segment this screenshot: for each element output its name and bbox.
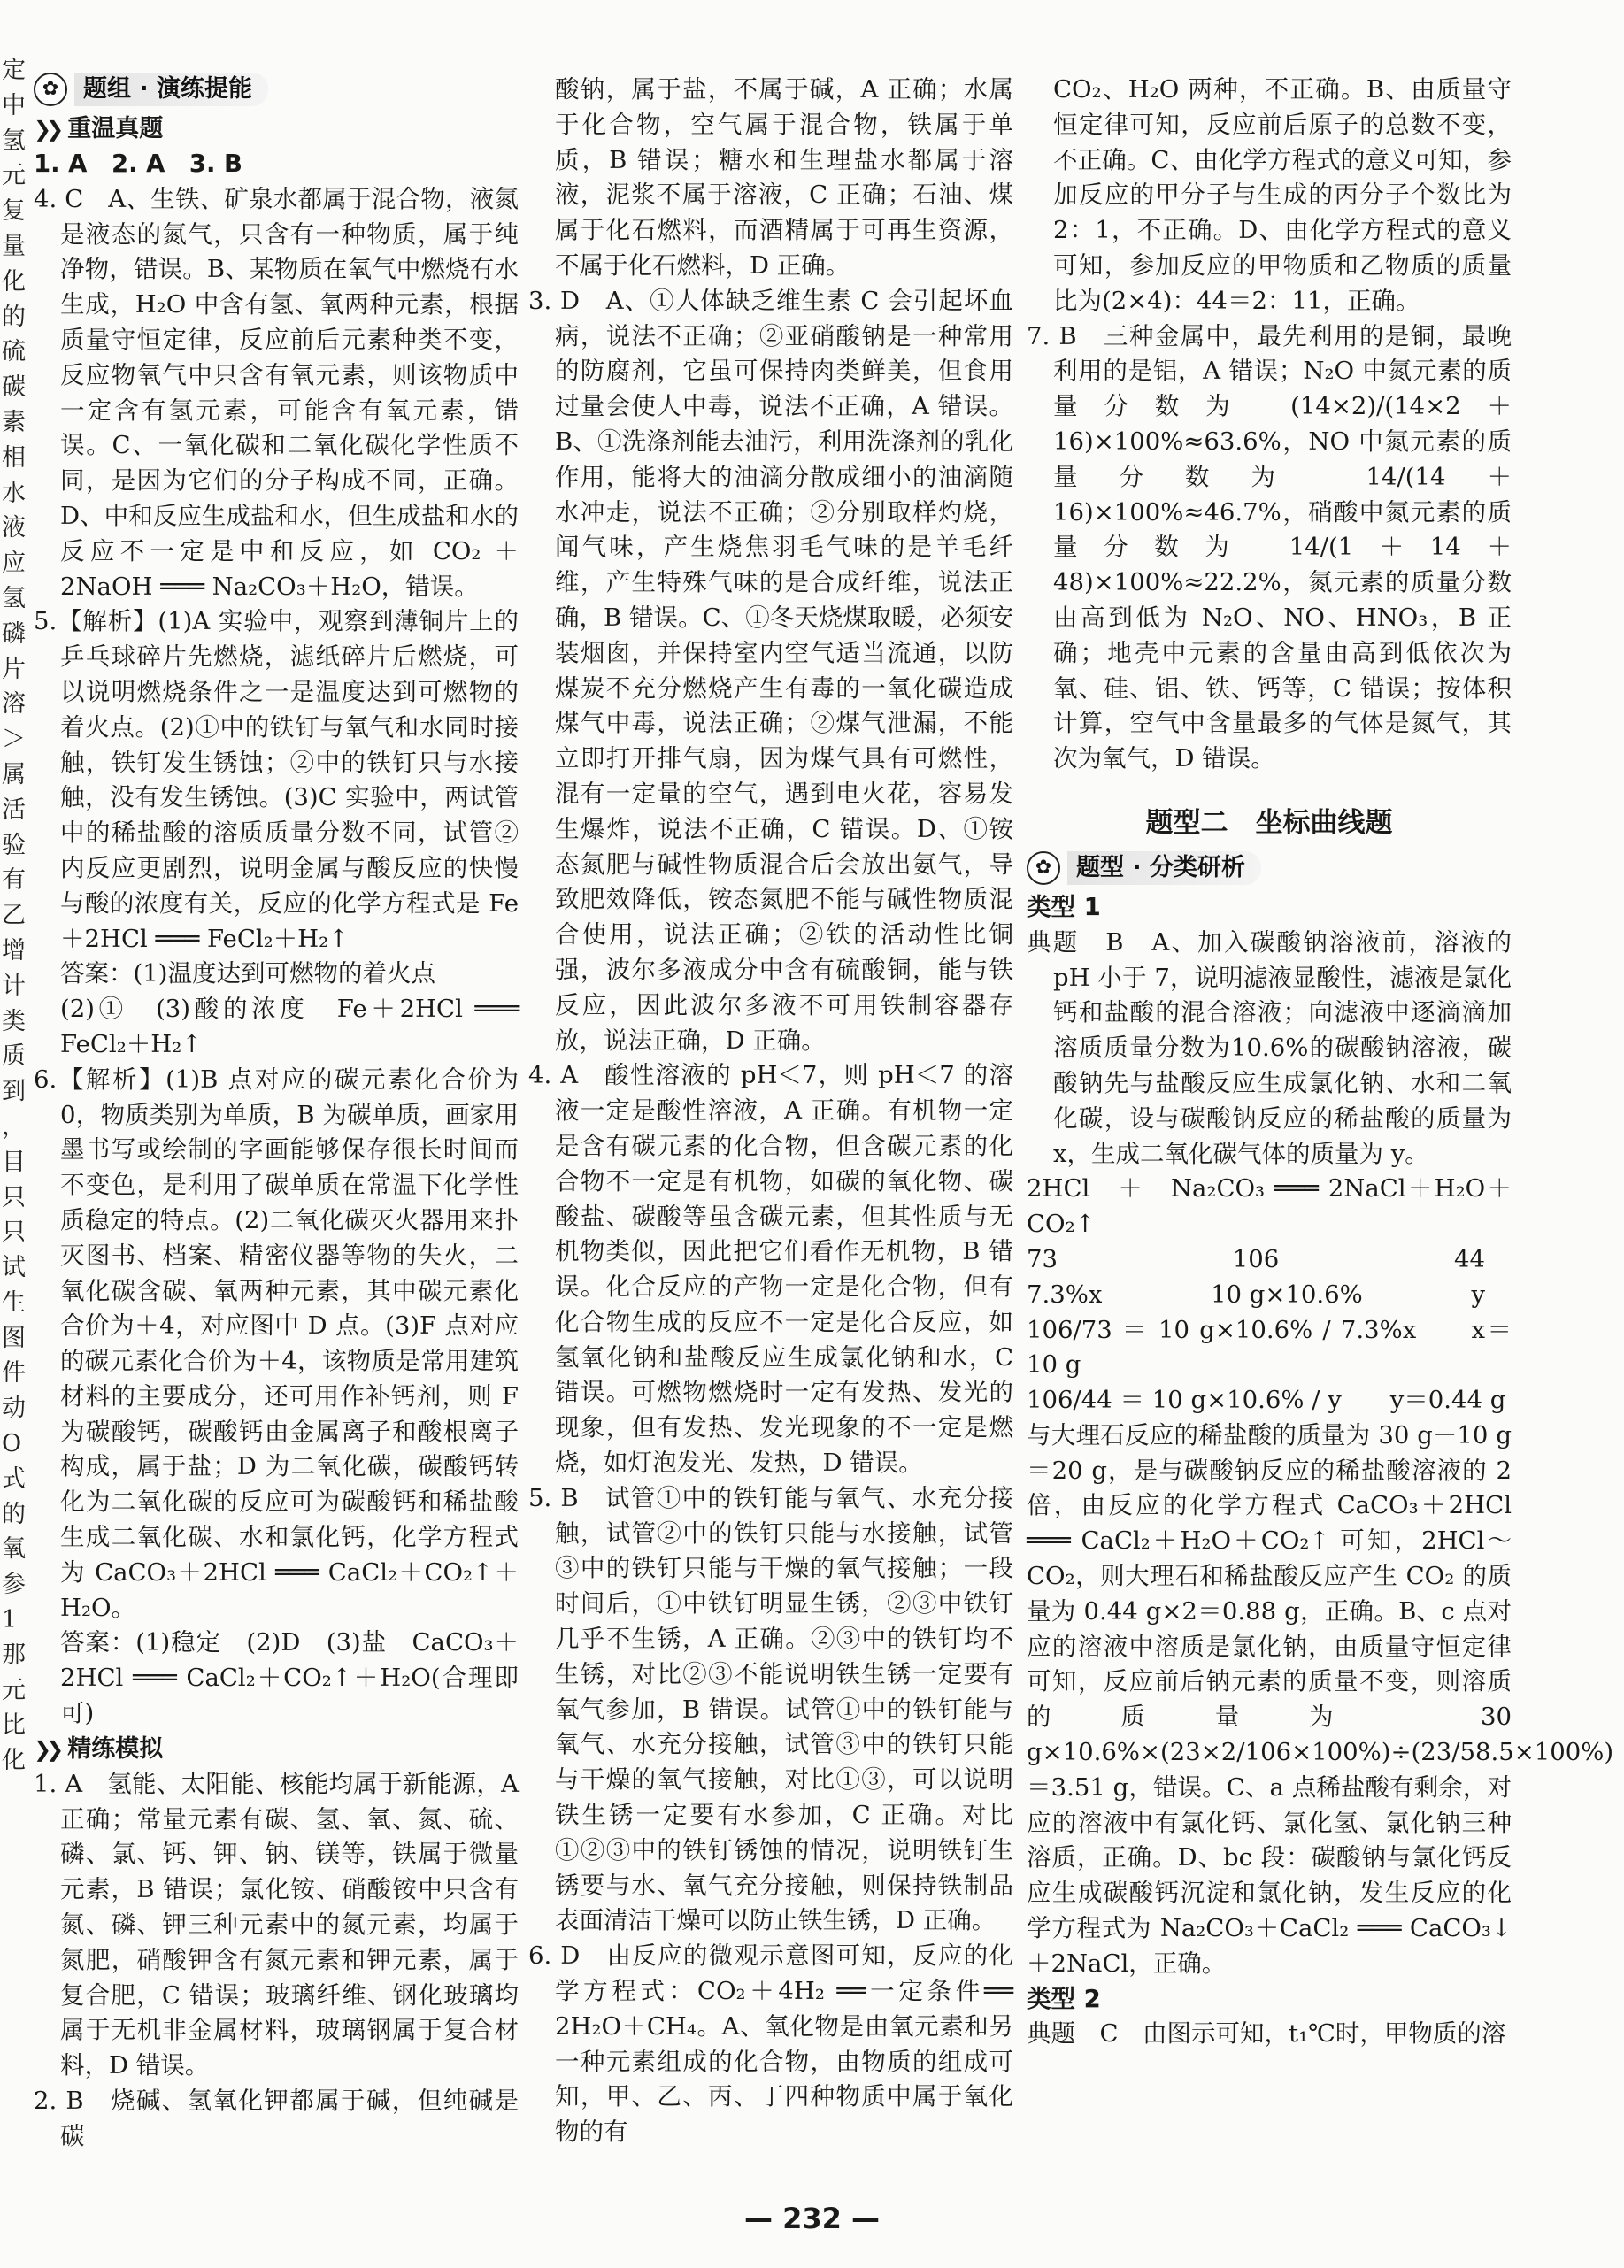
banner-title: 题型 · 分类研析 <box>1067 851 1261 885</box>
strip-char: 活 <box>2 796 26 824</box>
strip-char: 质 <box>2 1042 26 1071</box>
strip-char: 验 <box>2 831 26 859</box>
strip-char: 液 <box>2 514 26 542</box>
equation-masses <box>1027 1242 1512 1278</box>
proportion-x: 106/73 ＝ 10 g×10.6% / 7.3%x x＝10 g <box>1027 1315 1512 1380</box>
subheading-mock: ❯❯ 精练模拟 <box>34 1734 164 1763</box>
strip-char: 溶 <box>2 690 26 719</box>
mock-answer-7: 7. B 三种金属中，最先利用的是铜，最晚利用的是铝，A 错误；N₂O 中氮元素的质量分数为 (14×2)/(14×2＋16)×100%≈63.6%，NO 中氮元素的质量分数为 14/(14＋16)×100%≈46.7%，硝酸中氮元素的质量分数为 14/(1＋14＋48)×100%≈22.2%，氮元素的质量分数由高到低为 N₂O、NO、HNO₃，B 正确；地壳中元素的含量由高到低依次为氧、硅、铝、铁、钙等，C 错误；按体积计算，空气中含量最多的气体是氮气，其次为氧气，D 错误。 <box>1027 321 1512 773</box>
strip-char: 量 <box>2 232 26 260</box>
strip-char: 式 <box>2 1465 26 1493</box>
strip-char: 的 <box>2 303 26 331</box>
strip-char: 化 <box>2 267 26 296</box>
banner-practice <box>34 73 519 106</box>
strip-char: 氧 <box>2 1535 26 1564</box>
equation-unknowns <box>1027 1278 1512 1313</box>
known-na2co3: 10 g×10.6% <box>1211 1280 1363 1309</box>
mock-answer-1: 1. A 氢能、太阳能、核能均属于新能源，A 正确；常量元素有碳、氢、氧、氮、硫、磷、氯、钙、钾、钠、镁等，铁属于微量元素，B 错误；氯化铵、硝酸铵中只含有氮、磷、钾三种元素中的氮元素，均属于氮肥，硝酸钾含有氮元素和钾元素，属于复合肥，C 错误；玻璃纤维、钢化玻璃均属于无机非金属材料，玻璃钢属于复合材料，D 错误。 <box>34 1769 519 2080</box>
page-number: — 232 — <box>743 2202 881 2235</box>
strip-char: 磷 <box>2 619 26 648</box>
type-1-label: 类型 1 <box>1027 892 1101 921</box>
strip-char: ＞ <box>2 726 26 754</box>
mass-co2: 44 <box>1454 1244 1485 1273</box>
unknown-x: 7.3%x <box>1027 1280 1103 1309</box>
subheading-review: ❯❯ 重温真题 <box>34 115 164 142</box>
strip-char: 计 <box>2 972 26 1000</box>
example-1: 典题 B A、加入碳酸钠溶液前，溶液的 pH 小于 7，说明滤液显酸性，滤液是氯化钙和盐酸的混合溶液；向滤液中逐滴滴加溶质质量分数为10.6%的碳酸钠溶液，碳酸钠先与盐酸反应生成氯化钠、水和二氧化碳，设与碳酸钠反应的稀盐酸的质量为 x，生成二氧化碳气体的质量为 y。 <box>1027 927 1512 1168</box>
mock-answer-6: 6. D 由反应的微观示意图可知，反应的化学方程式：CO₂＋4H₂ ══一定条件══ 2H₂O＋CH₄。A、氧化物是由氧元素和另一种元素组成的化合物，由物质的组成可知，甲、乙、丙、丁四种物质中属于氧化物的有 <box>528 1941 1013 2147</box>
strip-char: 只 <box>2 1219 26 1247</box>
strip-char: 目 <box>2 1148 26 1176</box>
strip-char: 动 <box>2 1395 26 1423</box>
mass-hcl: 73 <box>1027 1244 1058 1273</box>
strip-char: 类 <box>2 1007 26 1035</box>
strip-char: 素 <box>2 408 26 436</box>
mock-answer-3: 3. D A、①人体缺乏维生素 C 会引起坏血病，说法不正确；②亚硝酸钠是一种常用的防腐剂，它虽可保持肉类鲜美，但食用过量会使人中毒，说法不正确，A 错误。B、①洗涤剂能去油污，利用洗涤剂的乳化作用，能将大的油滴分散成细小的油滴随水冲走，说法不正确；②分别取样灼烧，闻气味，产生烧焦羽毛气味的是羊毛纤维，产生特殊气味的是合成纤维，说法正确，B 错误。C、①冬天烧煤取暖，必须安装烟囱，并保持室内空气适当流通，以防煤炭不充分燃烧产生有毒的一氧化碳造成煤气中毒，说法正确；②煤气泄漏，不能立即打开排气扇，因为煤气具有可燃性，混有一定量的空气，遇到电火花，容易发生爆炸，说法不正确，C 错误。D、①铵态氮肥与碱性物质混合后会放出氨气，导致肥效降低，铵态氮肥不能与碱性物质混合使用，说法正确；②铁的活动性比铜强，波尔多液成分中含有硫酸铜，能与铁反应，因此波尔多液不可用铁制容器存放，说法正确，D 正确。 <box>528 286 1013 1055</box>
strip-char: 元 <box>2 162 26 190</box>
strip-char: 试 <box>2 1254 26 1282</box>
strip-char: 乙 <box>2 902 26 930</box>
strip-char: 有 <box>2 866 26 895</box>
mock-answer-5: 5. B 试管①中的铁钉能与氧气、水充分接触，试管②中的铁钉只能与水接触，试管③中的铁钉只能与干燥的氧气接触；一段时间后，①中铁钉明显生锈，②③中铁钉几乎不生锈，A 正确。②③中的铁钉均不生锈，对比②③不能说明铁生锈一定要有氧气参加，B 错误。试管①中的铁钉能与氧气、水充分接触，试管③中的铁钉只能与干燥的氧气接触，对比①③，可以说明铁生锈一定要有水参加，C 正确。对比①②③中的铁钉锈蚀的情况，说明铁钉生锈要与水、氧气充分接触，则保持铁制品表面清洁干燥可以防止铁生锈，D 正确。 <box>528 1483 1013 1935</box>
strip-char: 到 <box>2 1078 26 1106</box>
strip-char: 片 <box>2 655 26 683</box>
answer-6-analysis: 6.【解析】(1)B 点对应的碳元素化合价为 0，物质类别为单质，B 为碳单质，画家用墨书写或绘制的字画能够保存很长时间而不变色，是利用了碳单质在常温下化学性质稳定的特点。(2)二氧化碳灭火器用来扑灭图书、档案、精密仪器等物的失火，二氧化碳含碳、氧两种元素，其中碳元素化合价为＋4，对应图中 D 点。(3)F 点对应的碳元素化合价为＋4，该物质是常用建筑材料的主要成分，还可用作补钙剂，则 F 为碳酸钙，碳酸钙由金属离子和酸根离子构成，属于盐；D 为二氧化碳，碳酸钙转化为二氧化碳的反应可为碳酸钙和稀盐酸生成二氧化碳、水和氯化钙，化学方程式为 CaCO₃＋2HCl ═══ CaCl₂＋CO₂↑＋H₂O。 <box>34 1065 519 1622</box>
strip-char: 水 <box>2 479 26 507</box>
strip-char: 生 <box>2 1288 26 1317</box>
example-1-cont: 与大理石反应的稀盐酸的质量为 30 g－10 g＝20 g，是与碳酸钠反应的稀盐酸溶液的 2 倍，由反应的化学方程式 CaCO₃＋2HCl ═══ CaCl₂＋H₂O＋CO₂↑ 可知，2HCl～CO₂，则大理石和稀盐酸反应产生 CO₂ 的质量为 0.44 g×2＝0.88 g，正确。B、c 点对应的溶液中溶质是氯化钠，由质量守恒定律可知，反应前后钠元素的质量不变，则溶质的质量为 30 g×10.6%×(23×2/106×100%)÷(23/58.5×100%)＝3.51 g，错误。C、a 点稀盐酸有剩余，对应的溶液中有氯化钙、氯化氢、氯化钠三种溶质，正确。D、bc 段：碳酸钠与氯化钙反应生成碳酸钙沉淀和氯化钠，发生反应的化学方程式为 Na₂CO₃＋CaCl₂ ═══ CaCO₃↓＋2NaCl，正确。 <box>1027 1420 1614 1978</box>
strip-char: 参 <box>2 1571 26 1599</box>
strip-char: 化 <box>2 1747 26 1775</box>
strip-char: 1 <box>2 1606 18 1634</box>
strip-char: 应 <box>2 550 26 578</box>
strip-char: 碳 <box>2 373 26 402</box>
strip-char: 氢 <box>2 584 26 612</box>
mock-answer-6-cont: CO₂、H₂O 两种，不正确。B、由质量守恒定律可知，反应前后原子的总数不变，不正确。C、由化学方程式的意义可知，参加反应的甲分子与生成的丙分子个数比为 2：1，不正确。D、由化学方程式的意义可知，参加反应的甲物质和乙物质的质量比为(2×4)：44＝2：11，正确。 <box>1053 75 1512 315</box>
example-2: 典题 C 由图示可知，t₁℃时，甲物质的溶 <box>1027 2019 1506 2049</box>
double-chevron-icon: ❯❯ <box>34 1736 59 1762</box>
left-cutoff-strip <box>0 53 27 2088</box>
answer-5-analysis: 5.【解析】(1)A 实验中，观察到薄铜片上的乒乓球碎片先燃烧，滤纸碎片后燃烧，可以说明燃烧条件之一是温度达到可燃物的着火点。(2)①中的铁钉与氧气和水同时接触，铁钉发生锈蚀；②中的铁钉只与水接触，没有发生锈蚀。(3)C 实验中，两试管中的稀盐酸的溶质质量分数不同，试管②内反应更剧烈，说明金属与酸反应的快慢与酸的浓度有关，反应的化学方程式是 Fe＋2HCl ═══ FeCl₂＋H₂↑ <box>34 607 519 953</box>
section-title: 题型二 坐标曲线题 <box>1145 806 1393 839</box>
strip-char: 比 <box>2 1711 26 1740</box>
strip-char: 那 <box>2 1641 26 1669</box>
mass-na2co3: 106 <box>1232 1244 1280 1273</box>
unknown-y: y <box>1471 1280 1485 1309</box>
strip-char: 增 <box>2 936 26 965</box>
strip-char: 元 <box>2 1676 26 1704</box>
strip-char: 中 <box>2 91 26 119</box>
banner-title: 题组 · 演练提能 <box>74 73 268 106</box>
strip-char: 定 <box>2 57 26 84</box>
equation-1: 2HCl ＋ Na₂CO₃ ═══ 2NaCl＋H₂O＋CO₂↑ <box>1027 1174 1512 1239</box>
answer-5-key-a: 答案：(1)温度达到可燃物的着火点 <box>60 959 435 988</box>
column-3 <box>1027 73 1614 2052</box>
answer-5-key-b: (2)① (3)酸的浓度 Fe＋2HCl ═══ FeCl₂＋H₂↑ <box>60 995 519 1058</box>
strip-char: 件 <box>2 1359 26 1388</box>
banner-classify <box>1027 851 1512 885</box>
column-1 <box>34 73 519 2155</box>
strip-char: 属 <box>2 760 26 788</box>
strip-char: O <box>2 1430 22 1458</box>
mock-answer-4: 4. A 酸性溶液的 pH＜7，则 pH＜7 的溶液一定是酸性溶液，A 正确。有机物一定是含有碳元素的化合物，但含碳元素的化合物不一定是有机物，如碳的氧化物、碳酸盐、碳酸等虽含碳元素，但其性质与无机物类似，因此把它们看作无机物，B 错误。化合反应的产物一定是化合物，但有化合物生成的反应不一定是化合反应，如氢氧化钠和盐酸反应生成氯化钠和水，C 错误。可燃物燃烧时一定有发热、发光的现象，但有发热、发光现象的不一定是燃烧，如灯泡发光、发热，D 错误。 <box>528 1061 1013 1478</box>
strip-char: 的 <box>2 1500 26 1528</box>
flower-icon: ✿ <box>1027 851 1060 885</box>
strip-char: 相 <box>2 443 26 472</box>
strip-char: 氢 <box>2 127 26 155</box>
answer-1-3: 1. A 2. A 3. B <box>34 150 242 178</box>
type-2-label: 类型 2 <box>1027 1984 1101 2013</box>
answer-4: 4. C A、生铁、矿泉水都属于混合物，液氮是液态的氮气，只含有一种物质，属于纯净物，错误。B、某物质在氧气中燃烧有水生成，H₂O 中含有氢、氧两种元素，根据质量守恒定律，反应前后元素种类不变，反应物氧气中只含有氧元素，则该物质中一定含有氢元素，可能含有氧元素，错误。C、一氧化碳和二氧化碳化学性质不同，是因为它们的分子构成不同，正确。D、中和反应生成盐和水，但生成盐和水的反应不一定是中和反应，如 CO₂ ＋ 2NaOH ═══ Na₂CO₃＋H₂O，错误。 <box>34 184 519 601</box>
column-2 <box>528 73 1013 2150</box>
strip-char: 硫 <box>2 338 26 366</box>
answer-6-key: 答案：(1)稳定 (2)D (3)盐 CaCO₃＋2HCl ═══ CaCl₂＋CO₂↑＋H₂O(合理即可) <box>60 1628 519 1728</box>
double-chevron-icon: ❯❯ <box>34 117 59 142</box>
mock-answer-2: 2. B 烧碱、氢氧化钾都属于碱，但纯碱是碳 <box>34 2087 519 2150</box>
mock-answer-2-cont: 酸钠，属于盐，不属于碱，A 正确；水属于化合物，空气属于混合物，铁属于单质，B 错误；糖水和生理盐水都属于溶液，泥浆不属于溶液，C 正确；石油、煤属于化石燃料，而酒精属于可再生资源，不属于化石燃料，D 正确。 <box>555 75 1013 280</box>
strip-char: 只 <box>2 1183 26 1211</box>
strip-char: ， <box>2 1112 26 1141</box>
strip-char: 图 <box>2 1324 26 1352</box>
proportion-y: 106/44 ＝ 10 g×10.6% / y y＝0.44 g <box>1027 1386 1506 1415</box>
flower-icon: ✿ <box>34 73 67 106</box>
strip-char: 复 <box>2 197 26 226</box>
